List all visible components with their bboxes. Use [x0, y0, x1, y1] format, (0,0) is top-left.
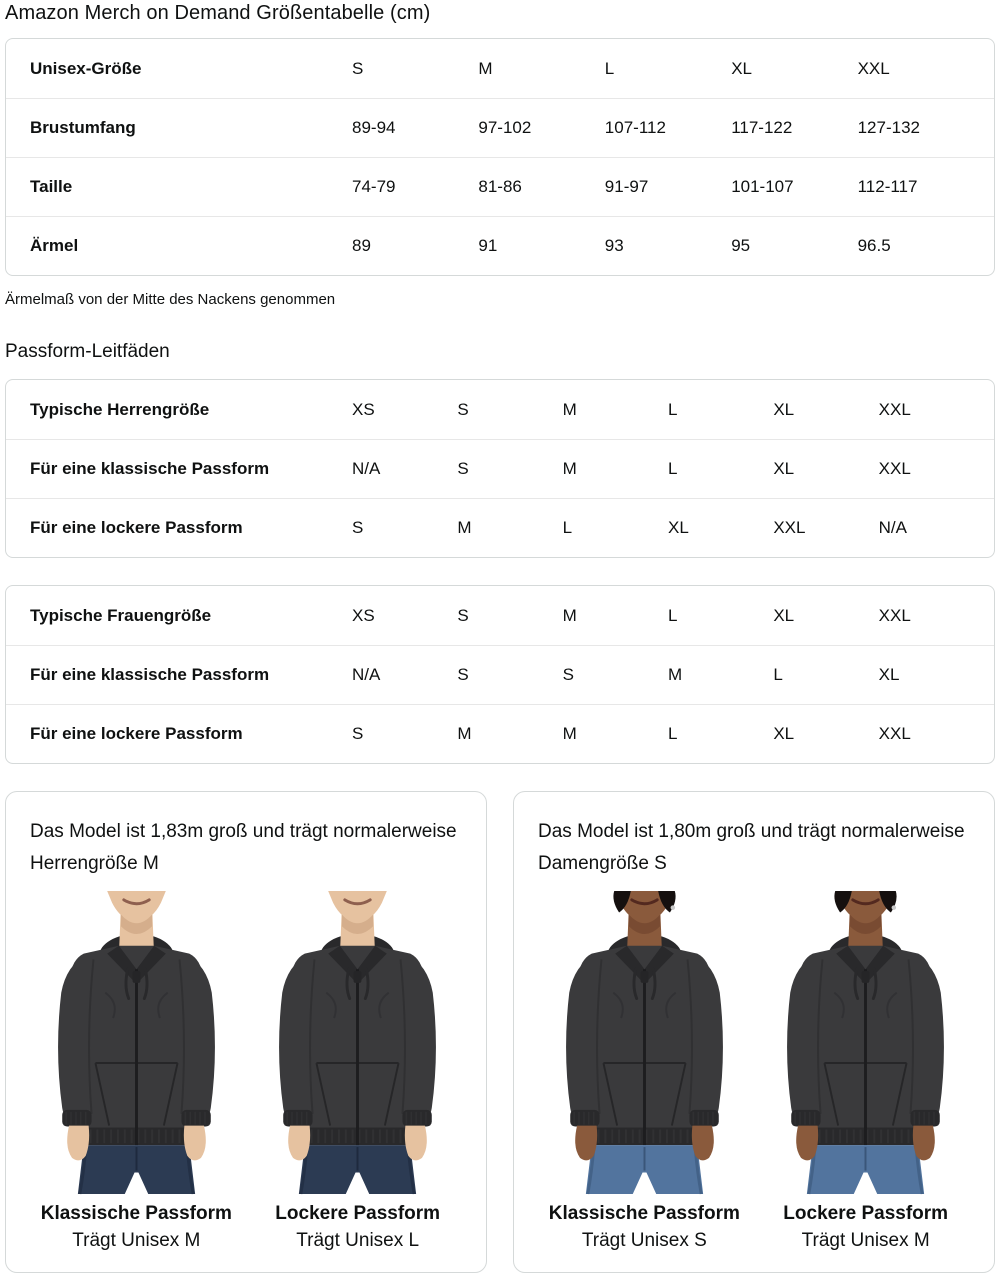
size-cell: L [668, 459, 678, 478]
model-card-description: Das Model ist 1,83m groß und trägt normalerweise Herrengröße M [30, 821, 457, 874]
size-cell: M [562, 605, 577, 625]
size-cell: S [352, 518, 364, 537]
size-cell: 89-94 [352, 118, 396, 137]
row-label: Unisex-Größe [30, 58, 142, 78]
model-photo [537, 890, 752, 1195]
model-photo [250, 890, 465, 1195]
row-label: Für eine lockere Passform [30, 518, 243, 537]
size-cell: L [668, 605, 678, 625]
size-cell: M [562, 724, 577, 743]
size-cell: S [352, 724, 364, 743]
size-cell: S [457, 605, 469, 625]
size-cell: L [773, 665, 783, 684]
size-cell: XXL [878, 459, 911, 478]
size-cell: 96.5 [857, 236, 891, 255]
row-label: Für eine klassische Passform [30, 459, 270, 478]
size-cell: 95 [731, 236, 751, 255]
size-cell: XL [878, 665, 900, 684]
size-cell: S [352, 58, 364, 78]
model-photo [758, 890, 973, 1195]
size-cell: 93 [604, 236, 624, 255]
size-cell: N/A [352, 665, 381, 684]
size-cell: 89 [352, 236, 371, 255]
size-cell: XL [773, 724, 795, 743]
table-row [6, 157, 994, 216]
table-row [6, 98, 994, 157]
size-cell: 81-86 [478, 177, 522, 196]
size-worn-label: Trägt Unisex L [296, 1230, 420, 1251]
size-cell: XS [352, 605, 375, 625]
size-worn-label: Trägt Unisex M [801, 1230, 930, 1251]
row-label: Brustumfang [30, 118, 136, 137]
model-figure [538, 890, 751, 1252]
row-label: Für eine lockere Passform [30, 724, 243, 743]
model-figure [30, 890, 243, 1252]
size-cell: XL [668, 518, 689, 537]
fit-guides-heading: Passform-Leitfäden [5, 341, 170, 362]
size-table-footnote: Ärmelmaß von der Mitte des Nackens genommen [5, 291, 336, 308]
model-card-mens [5, 791, 487, 1273]
size-worn-label: Trägt Unisex S [581, 1230, 707, 1251]
size-cell: 127-132 [857, 118, 920, 137]
model-figures [30, 890, 472, 1252]
size-cell: S [457, 399, 469, 419]
size-worn-label: Trägt Unisex M [72, 1230, 201, 1251]
table-row [6, 704, 994, 763]
fit-label: Lockere Passform [783, 1203, 949, 1224]
table-row [6, 586, 994, 645]
size-cell: XL [731, 58, 752, 78]
size-cell: XXL [878, 399, 911, 419]
table-row [6, 439, 994, 498]
table-row [6, 380, 994, 439]
size-cell: 97-102 [478, 118, 532, 137]
size-cell: XXL [857, 58, 890, 78]
model-cards [5, 791, 995, 1273]
mens-fit-table [5, 379, 995, 558]
model-figure [759, 890, 972, 1252]
model-figures [538, 890, 980, 1252]
size-cell: M [562, 399, 577, 419]
size-cell: M [457, 518, 472, 537]
size-cell: XXL [878, 605, 911, 625]
model-figure [251, 890, 464, 1252]
size-cell: M [668, 665, 683, 684]
size-cell: L [668, 399, 678, 419]
size-cell: XL [773, 605, 795, 625]
model-photo [29, 890, 244, 1195]
size-cell: M [457, 724, 472, 743]
row-label: Typische Frauengröße [30, 605, 212, 625]
size-cell: N/A [352, 459, 381, 478]
size-cell: L [668, 724, 678, 743]
womens-fit-table [5, 585, 995, 764]
fit-label: Klassische Passform [40, 1203, 232, 1224]
size-cell: XS [352, 399, 375, 419]
size-cell: L [604, 58, 615, 78]
size-cell: 117-122 [731, 118, 793, 137]
row-label: Taille [30, 177, 73, 196]
size-cell: M [562, 459, 577, 478]
page-title: Amazon Merch on Demand Größentabelle (cm) [5, 2, 431, 24]
size-cell: 91 [478, 236, 498, 255]
size-cell: L [562, 518, 573, 537]
table-row [6, 216, 994, 275]
size-cell: 74-79 [352, 177, 396, 196]
model-card-description: Das Model ist 1,80m groß und trägt normalerweise Damengröße S [538, 821, 965, 874]
size-table [5, 38, 995, 276]
size-cell: S [457, 665, 469, 684]
model-card-womens [513, 791, 995, 1273]
size-cell: 91-97 [604, 177, 649, 196]
size-cell: 107-112 [604, 118, 666, 137]
size-cell: 101-107 [731, 177, 794, 196]
size-cell: S [457, 459, 469, 478]
size-cell: XL [773, 459, 795, 478]
row-label: Ärmel [30, 236, 79, 255]
size-cell: 112-117 [857, 177, 918, 196]
row-label: Typische Herrengröße [30, 399, 210, 419]
row-label: Für eine klassische Passform [30, 665, 270, 684]
fit-label: Lockere Passform [275, 1203, 441, 1224]
size-cell: XL [773, 399, 795, 419]
fit-label: Klassische Passform [548, 1203, 740, 1224]
size-cell: XXL [773, 518, 806, 537]
table-row [6, 39, 994, 98]
size-cell: S [562, 665, 574, 684]
size-cell: N/A [878, 518, 907, 537]
size-cell: XXL [878, 724, 911, 743]
size-cell: M [478, 58, 493, 78]
table-row [6, 498, 994, 557]
table-row [6, 645, 994, 704]
